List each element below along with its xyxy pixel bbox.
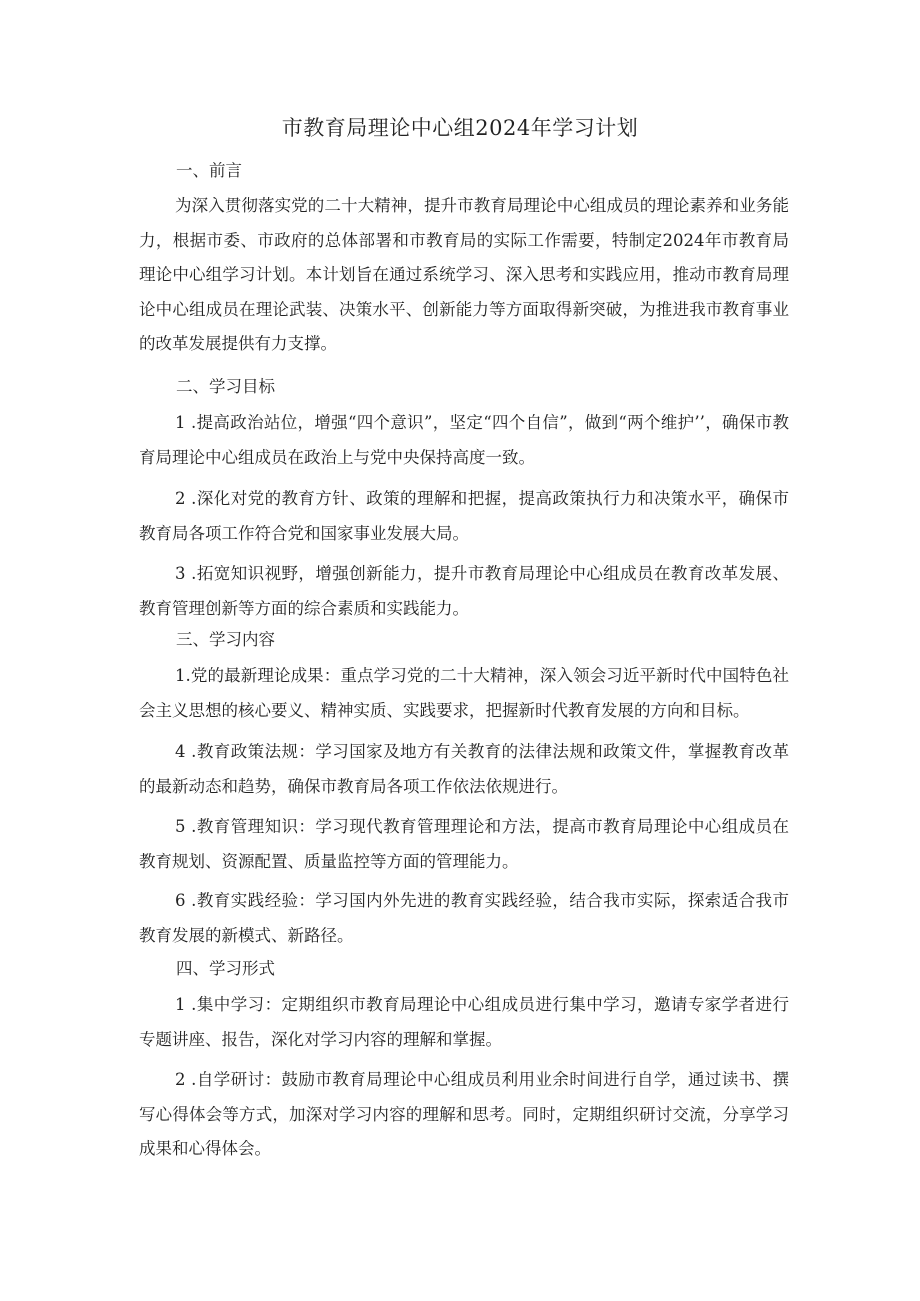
- paragraph: 5 .教育管理知识：学习现代教育管理理论和方法，提高市教育局理论中心组成员在教育规划、资源配置、质量监控等方面的管理能力。: [139, 817, 789, 871]
- section-heading-format: 四、学习形式: [176, 959, 275, 978]
- paragraph: 1 .提高政治站位，增强“四个意识”，坚定“四个自信”，做到“两个维护’’，确保市教育局理论中心组成员在政治上与党中央保持高度一致。: [139, 413, 789, 467]
- section-heading-goals: 二、学习目标: [176, 377, 275, 396]
- paragraph: 1 .集中学习：定期组织市教育局理论中心组成员进行集中学习，邀请专家学者进行专题讲座、报告，深化对学习内容的理解和掌握。: [139, 995, 789, 1049]
- paragraph: 1.党的最新理论成果：重点学习党的二十大精神，深入领会习近平新时代中国特色社会主义思想的核心要义、精神实质、实践要求，把握新时代教育发展的方向和目标。: [139, 666, 789, 720]
- paragraph: 2 .自学研讨：鼓励市教育局理论中心组成员利用业余时间进行自学，通过读书、撰写心得体会等方式，加深对学习内容的理解和思考。同时，定期组织研讨交流，分享学习成果和心得体会。: [139, 1070, 789, 1158]
- paragraph: 2 .深化对党的教育方针、政策的理解和把握，提高政策执行力和决策水平，确保市教育局各项工作符合党和国家事业发展大局。: [139, 489, 789, 543]
- paragraph: 4 .教育政策法规：学习国家及地方有关教育的法律法规和政策文件，掌握教育改革的最新动态和趋势，确保市教育局各项工作依法依规进行。: [139, 742, 789, 796]
- section-heading-preface: 一、前言: [176, 161, 242, 180]
- section-heading-content: 三、学习内容: [176, 630, 275, 649]
- paragraph: 6 .教育实践经验：学习国内外先进的教育实践经验，结合我市实际，探索适合我市教育发展的新模式、新路径。: [139, 891, 789, 945]
- paragraph: 为深入贯彻落实党的二十大精神，提升市教育局理论中心组成员的理论素养和业务能力，根据市委、市政府的总体部署和市教育局的实际工作需要，特制定2024年市教育局理论中心组学习计划。本计划旨在通过系统学习、深入思考和实践应用，推动市教育局理论中心组成员在理论武装、决策水平、创新能力等方面取得新突破，为推进我市教育事业的改革发展提供有力支撑。: [139, 196, 789, 353]
- paragraph: 3 .拓宽知识视野，增强创新能力，提升市教育局理论中心组成员在教育改革发展、教育管理创新等方面的综合素质和实践能力。: [139, 564, 789, 618]
- document-title: 市教育局理论中心组2024年学习计划: [281, 116, 639, 140]
